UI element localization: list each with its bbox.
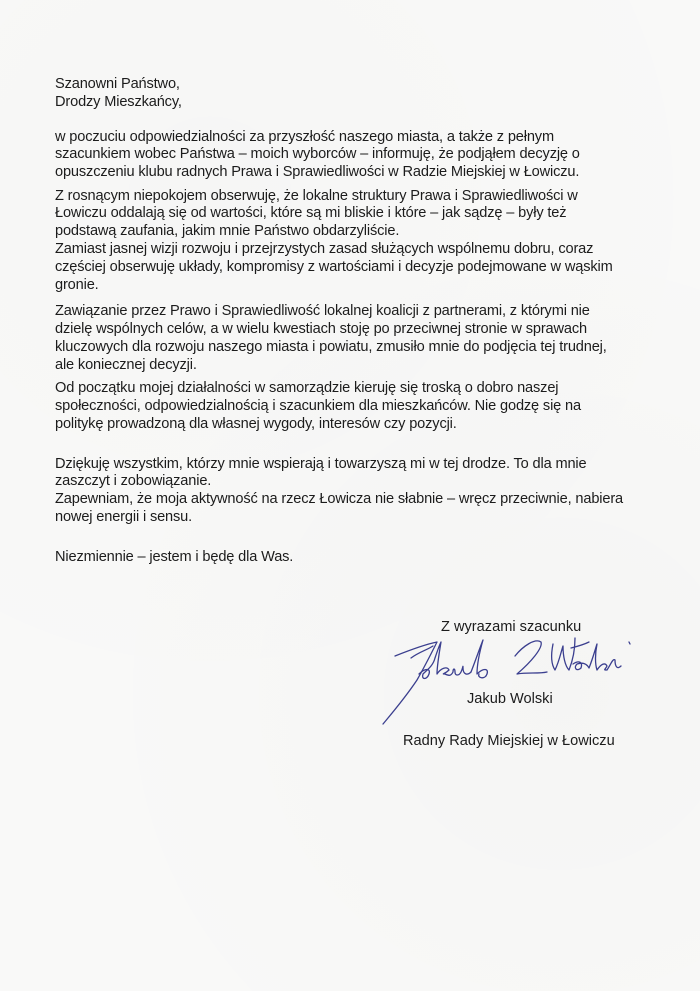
- text-line: ale koniecznej decyzji.: [55, 356, 197, 373]
- paragraph-3: [55, 303, 695, 374]
- text-line: społeczności, odpowiedzialnością i szacunkiem dla mieszkańców. Nie godzę się na: [55, 397, 581, 414]
- paragraph-spacer: [55, 527, 695, 549]
- text-line: Łowiczu oddalają się od wartości, które są mi bliskie i które – jak sądzę – były też: [55, 205, 567, 222]
- text-line: Od początku mojej działalności w samorządzie kieruję się troską o dobro naszej: [55, 380, 559, 397]
- letter-body: [55, 76, 695, 567]
- paragraph-4: [55, 380, 695, 433]
- text-line: Niezmiennie – jestem i będę dla Was.: [55, 548, 294, 565]
- paragraph-2: [55, 188, 695, 295]
- paragraph-spacer: [55, 434, 695, 456]
- signer-title: Radny Rady Miejskiej w Łowiczu: [403, 733, 615, 749]
- closing-phrase: Z wyrazami szacunku: [441, 619, 582, 635]
- text-line: zaszczyt i zobowiązanie.: [55, 473, 212, 490]
- text-line: nowej energii i sensu.: [55, 508, 193, 525]
- text-line: opuszczeniu klubu radnych Prawa i Sprawiedliwości w Radzie Miejskiej w Łowiczu.: [55, 164, 580, 181]
- text-line: w poczuciu odpowiedzialności za przyszłość naszego miasta, a także z pełnym: [55, 128, 554, 145]
- handwritten-signature-icon: [375, 628, 635, 728]
- text-line: podstawą zaufania, jakim mnie Państwo obdarzyliście.: [55, 223, 400, 240]
- text-line: dzielę wspólnych celów, a w wielu kwestiach stoję po przeciwnej stronie w sprawach: [55, 321, 587, 338]
- text-line: Z rosnącym niepokojem obserwuję, że lokalne struktury Prawa i Sprawiedliwości w: [55, 187, 578, 204]
- salutation-line: Drodzy Mieszkańcy,: [55, 93, 182, 110]
- text-line: Dziękuję wszystkim, którzy mnie wspierają i towarzyszą mi w tej drodze. To dla mnie: [55, 455, 587, 472]
- text-line: częściej obserwuję układy, kompromisy z wartościami i decyzje podejmowane w wąskim: [55, 258, 613, 275]
- text-line: gronie.: [55, 276, 99, 293]
- salutation-line: Szanowni Państwo,: [55, 76, 180, 92]
- text-line: Zamiast jasnej wizji rozwoju i przejrzystych zasad służących wspólnemu dobru, coraz: [55, 240, 594, 257]
- paragraph-5: [55, 456, 695, 527]
- salutation: [55, 76, 695, 112]
- text-line: Zapewniam, że moja aktywność na rzecz Łowicza nie słabnie – wręcz przeciwnie, nabiera: [55, 491, 624, 508]
- text-line: Zawiązanie przez Prawo i Sprawiedliwość lokalnej koalicji z partnerami, z którymi nie: [55, 303, 590, 320]
- paragraph-6: [55, 549, 695, 567]
- signer-name: Jakub Wolski: [467, 691, 553, 707]
- paragraph-1: [55, 129, 695, 182]
- text-line: szacunkiem wobec Państwa – moich wyborców – informuję, że podjąłem decyzję o: [55, 146, 580, 163]
- paragraph-spacer: [55, 294, 695, 303]
- text-line: politykę prowadzoną dla własnej wygody, interesów czy pozycji.: [55, 415, 457, 432]
- text-line: kluczowych dla rozwoju naszego miasta i powiatu, zmusiło mnie do podjęcia tej trudnej,: [55, 338, 607, 355]
